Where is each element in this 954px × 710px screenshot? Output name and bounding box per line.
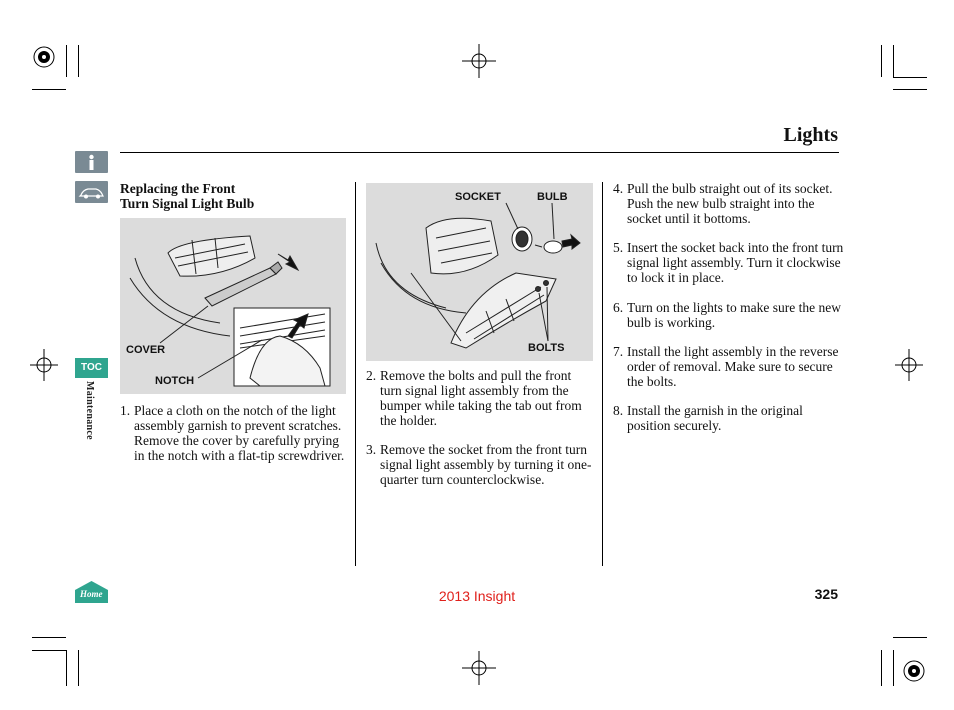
step-5: 5. Insert the socket back into the front turn signal light assembly. Turn it clockwise to lock it in place. [613, 240, 844, 285]
column-divider [602, 182, 603, 566]
crosshair-icon [30, 349, 58, 381]
section-heading: Replacing the Front Turn Signal Light Bulb [120, 181, 255, 211]
figure-remove-socket [366, 183, 593, 361]
label-socket: SOCKET [455, 191, 501, 203]
step-3: 3. Remove the socket from the front turn signal light assembly by turning it one-quarter turn counterclockwise. [366, 442, 592, 487]
toc-button[interactable]: TOC [75, 358, 108, 378]
figure-remove-cover [120, 218, 346, 394]
cover-removal-illustration [120, 218, 346, 394]
label-cover: COVER [126, 344, 166, 356]
label-bulb: BULB [537, 191, 568, 203]
info-icon [75, 151, 108, 173]
crosshair-icon [462, 44, 496, 78]
vehicle-button[interactable] [75, 181, 108, 203]
step-1: 1. Place a cloth on the notch of the light assembly garnish to prevent scratches. Remove the cover by carefully prying in the notch with a flat-tip screwdriver. [120, 403, 345, 463]
socket-removal-illustration [366, 183, 593, 361]
page-title: Lights [783, 124, 838, 146]
step-4: 4. Pull the bulb straight out of its socket. Push the new bulb straight into the socket until it bottoms. [613, 181, 833, 226]
registration-target-icon [904, 661, 924, 681]
page-number: 325 [814, 586, 838, 602]
footer-model: 2013 Insight [438, 588, 516, 604]
info-button[interactable] [75, 151, 108, 173]
label-bolts: BOLTS [528, 342, 565, 354]
crosshair-icon [895, 349, 923, 381]
title-divider [120, 152, 839, 153]
step-7: 7. Install the light assembly in the reverse order of removal. Make sure to secure the bolts. [613, 344, 839, 389]
section-tab-label: Maintenance [84, 381, 95, 440]
column-divider [355, 182, 356, 566]
step-8: 8. Install the garnish in the original position securely. [613, 403, 803, 433]
home-label: Home [80, 589, 103, 599]
label-notch: NOTCH [155, 375, 195, 387]
car-icon [75, 181, 108, 203]
step-6: 6. Turn on the lights to make sure the new bulb is working. [613, 300, 841, 330]
crosshair-icon [462, 651, 496, 685]
registration-target-icon [34, 47, 54, 67]
step-2: 2. Remove the bolts and pull the front turn signal light assembly from the bumper while taking the tab out from the holder. [366, 368, 582, 428]
